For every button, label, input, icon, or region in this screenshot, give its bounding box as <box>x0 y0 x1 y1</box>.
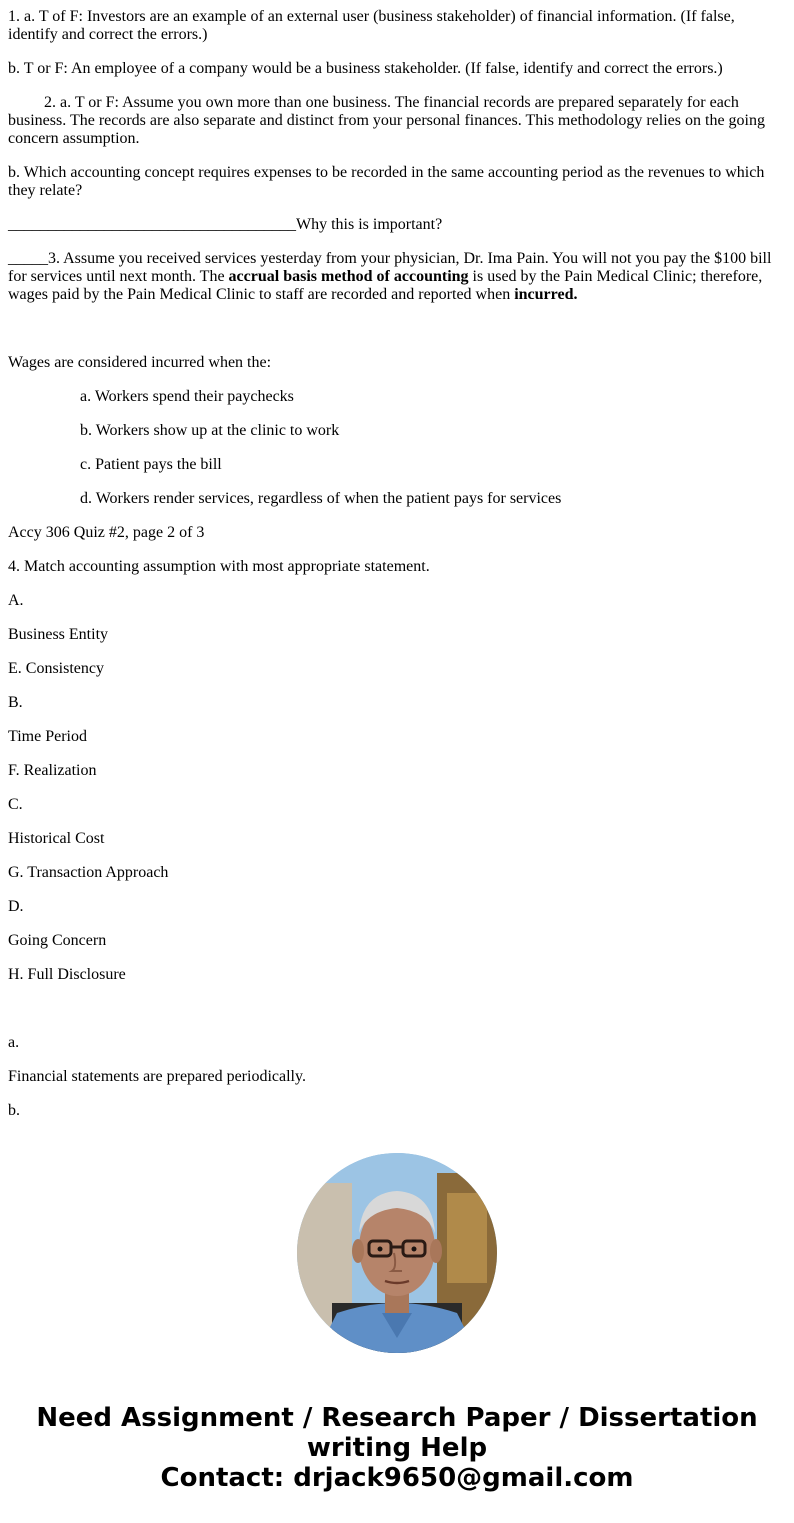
option-d: d. Workers render services, regardless of when the patient pays for services <box>80 490 562 507</box>
match-line: Time Period <box>8 728 87 745</box>
match-line: G. Transaction Approach <box>8 864 169 881</box>
match-line: Business Entity <box>8 626 109 643</box>
question-3-middle: is used by the Pain Medical Clinic; therefore, wages paid by the Pain Medical Clinic to staff are recorded and reported when <box>8 268 763 303</box>
match-line: C. <box>8 796 23 813</box>
statement-line: b. <box>8 1102 20 1119</box>
statement-line: Financial statements are prepared periodically. <box>8 1068 306 1085</box>
question-3-stem: Wages are considered incurred when the: <box>8 354 272 371</box>
option-a: a. Workers spend their paychecks <box>80 388 294 405</box>
question-3-bold-accrual: accrual basis method of accounting <box>228 268 469 285</box>
page-footer: Accy 306 Quiz #2, page 2 of 3 <box>8 524 205 541</box>
blank-underscores: ____________________________________ <box>8 216 296 233</box>
statement-line: a. <box>8 1034 20 1051</box>
question-2a: 2. a. T or F: Assume you own more than one business. The financial records are prepared separately for each business. The records are also separate and distinct from your personal finances. This methodology relies on the going concern assumption. <box>8 94 765 147</box>
avatar <box>297 1153 497 1353</box>
match-line: D. <box>8 898 24 915</box>
promo-line-2: writing Help <box>306 1433 488 1463</box>
match-line: E. Consistency <box>8 660 104 677</box>
match-line: H. Full Disclosure <box>8 966 126 983</box>
match-line: B. <box>8 694 23 711</box>
why-important-text: Why this is important? <box>296 216 443 233</box>
match-line: A. <box>8 592 24 609</box>
question-1b: b. T or F: An employee of a company would be a business stakeholder. (If false, identify and correct the errors.) <box>8 60 723 77</box>
question-1a: 1. a. T of F: Investors are an example of an external user (business stakeholder) of financial information. (If false, identify and correct the errors.) <box>8 8 735 43</box>
match-line: Going Concern <box>8 932 107 949</box>
match-line: Historical Cost <box>8 830 105 847</box>
answer-blank-line <box>8 216 778 234</box>
match-line: F. Realization <box>8 762 97 779</box>
question-3-prefix: _____3. Assume you received services yesterday from your physician, Dr. Ima Pain. You will not you pay the $100 bill for services until next month. The <box>8 250 772 285</box>
question-2b: b. Which accounting concept requires expenses to be recorded in the same accounting period as the revenues to which they relate? <box>8 164 765 199</box>
question-3 <box>8 250 778 304</box>
avatar-portrait <box>297 1153 497 1353</box>
promo-contact: Contact: drjack9650@gmail.com <box>160 1463 634 1493</box>
question-4-prompt: 4. Match accounting assumption with most appropriate statement. <box>8 558 430 575</box>
option-b: b. Workers show up at the clinic to work <box>80 422 340 439</box>
promo-banner <box>0 1403 794 1493</box>
promo-line-1: Need Assignment / Research Paper / Dissertation <box>36 1403 758 1433</box>
question-3-bold-incurred: incurred. <box>514 286 578 303</box>
option-c: c. Patient pays the bill <box>80 456 222 473</box>
